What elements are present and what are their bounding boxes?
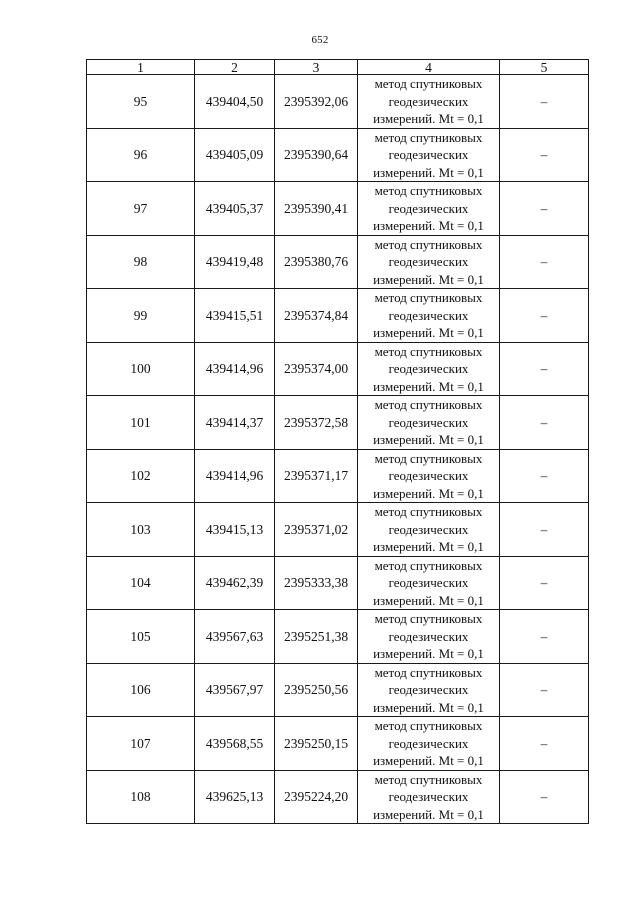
table-row	[87, 717, 589, 771]
method-text-line: измерений. Mt = 0,1	[373, 806, 484, 822]
method-text-line: геодезических	[388, 254, 469, 269]
note-cell: –	[500, 503, 589, 557]
table-row	[87, 235, 589, 289]
note-cell: –	[500, 556, 589, 610]
method-text-line: измерений. Mt = 0,1	[373, 111, 484, 126]
method-cell	[358, 289, 500, 343]
x-coordinate-cell: 439404,50	[195, 75, 275, 129]
point-number-cell: 97	[87, 182, 195, 236]
y-coordinate-cell: 2395390,41	[275, 182, 358, 236]
x-coordinate-cell: 439414,96	[195, 342, 275, 396]
table-row	[87, 342, 589, 396]
method-text-line: метод спутниковых	[374, 557, 483, 573]
method-text-line: измерений. Mt = 0,1	[373, 539, 484, 554]
method-cell	[358, 235, 500, 289]
method-cell	[358, 610, 500, 664]
method-text-line: метод спутниковых	[374, 450, 483, 466]
method-cell	[358, 503, 500, 557]
x-coordinate-cell: 439462,39	[195, 556, 275, 610]
point-number-cell: 106	[87, 663, 195, 717]
x-coordinate-cell: 439405,09	[195, 128, 275, 182]
note-cell: –	[500, 717, 589, 771]
table-body	[87, 75, 589, 824]
method-text-line: геодезических	[388, 521, 469, 537]
x-coordinate-cell: 439625,13	[195, 770, 275, 824]
page-number: 652	[311, 34, 329, 46]
point-number-cell: 108	[87, 770, 195, 824]
x-coordinate-cell: 439568,55	[195, 717, 275, 771]
method-text-line: геодезических	[388, 575, 469, 590]
table-row	[87, 75, 589, 129]
method-text-line: геодезических	[388, 682, 469, 697]
method-cell	[358, 556, 500, 610]
point-number-cell: 104	[87, 556, 195, 610]
note-cell: –	[500, 396, 589, 450]
method-text-line: метод спутниковых	[374, 664, 483, 680]
method-cell	[358, 396, 500, 450]
table-row	[87, 770, 589, 824]
method-text-line: метод спутниковых	[374, 290, 483, 305]
method-cell	[358, 717, 500, 771]
x-coordinate-cell: 439415,13	[195, 503, 275, 557]
method-text-line: геодезических	[388, 93, 469, 109]
x-coordinate-cell: 439405,37	[195, 182, 275, 236]
method-cell	[358, 449, 500, 503]
method-text-line: геодезических	[388, 414, 469, 430]
table-row	[87, 182, 589, 236]
method-text-line: измерений. Mt = 0,1	[373, 485, 484, 501]
coordinates-table	[86, 59, 589, 824]
point-number-cell: 95	[87, 75, 195, 129]
method-text-line: метод спутниковых	[374, 183, 483, 198]
point-number-cell: 102	[87, 449, 195, 503]
column-header-5: 5	[500, 60, 589, 75]
point-number-cell: 103	[87, 503, 195, 557]
method-cell	[358, 182, 500, 236]
point-number-cell: 96	[87, 128, 195, 182]
method-text-line: геодезических	[388, 468, 469, 483]
method-cell	[358, 663, 500, 717]
method-text-line: метод спутниковых	[374, 397, 483, 412]
method-text-line: геодезических	[388, 735, 469, 751]
method-cell	[358, 128, 500, 182]
y-coordinate-cell: 2395374,00	[275, 342, 358, 396]
point-number-cell: 105	[87, 610, 195, 664]
method-text-line: измерений. Mt = 0,1	[373, 646, 484, 661]
point-number-cell: 101	[87, 396, 195, 450]
y-coordinate-cell: 2395380,76	[275, 235, 358, 289]
method-text-line: метод спутниковых	[374, 129, 483, 145]
method-text-line: измерений. Mt = 0,1	[373, 325, 484, 340]
table-row	[87, 396, 589, 450]
note-cell: –	[500, 235, 589, 289]
x-coordinate-cell: 439419,48	[195, 235, 275, 289]
table-row	[87, 289, 589, 343]
note-cell: –	[500, 75, 589, 129]
y-coordinate-cell: 2395251,38	[275, 610, 358, 664]
note-cell: –	[500, 770, 589, 824]
note-cell: –	[500, 663, 589, 717]
y-coordinate-cell: 2395371,17	[275, 449, 358, 503]
method-text-line: метод спутниковых	[374, 76, 483, 91]
method-text-line: метод спутниковых	[374, 771, 483, 787]
x-coordinate-cell: 439567,97	[195, 663, 275, 717]
point-number-cell: 99	[87, 289, 195, 343]
method-text-line: метод спутниковых	[374, 718, 483, 733]
column-header-1: 1	[87, 60, 195, 75]
method-text-line: метод спутниковых	[374, 236, 483, 252]
y-coordinate-cell: 2395390,64	[275, 128, 358, 182]
y-coordinate-cell: 2395224,20	[275, 770, 358, 824]
method-cell	[358, 770, 500, 824]
note-cell: –	[500, 610, 589, 664]
method-cell	[358, 75, 500, 129]
method-text-line: метод спутниковых	[374, 343, 483, 359]
point-number-cell: 107	[87, 717, 195, 771]
y-coordinate-cell: 2395333,38	[275, 556, 358, 610]
method-text-line: измерений. Mt = 0,1	[373, 753, 484, 768]
method-text-line: измерений. Mt = 0,1	[373, 378, 484, 394]
note-cell: –	[500, 342, 589, 396]
table-header-row	[87, 60, 589, 75]
method-text-line: геодезических	[388, 307, 469, 323]
method-text-line: измерений. Mt = 0,1	[373, 592, 484, 608]
method-text-line: геодезических	[388, 628, 469, 644]
y-coordinate-cell: 2395374,84	[275, 289, 358, 343]
y-coordinate-cell: 2395372,58	[275, 396, 358, 450]
column-header-2: 2	[195, 60, 275, 75]
note-cell: –	[500, 182, 589, 236]
table-row	[87, 610, 589, 664]
note-cell: –	[500, 449, 589, 503]
method-text-line: метод спутниковых	[374, 504, 483, 519]
method-text-line: геодезических	[388, 789, 469, 804]
method-text-line: измерений. Mt = 0,1	[373, 164, 484, 180]
method-text-line: метод спутниковых	[374, 611, 483, 626]
x-coordinate-cell: 439567,63	[195, 610, 275, 664]
table-row	[87, 449, 589, 503]
column-header-4: 4	[358, 60, 500, 75]
method-text-line: измерений. Mt = 0,1	[373, 218, 484, 233]
method-text-line: геодезических	[388, 147, 469, 162]
method-text-line: измерений. Mt = 0,1	[373, 432, 484, 447]
x-coordinate-cell: 439415,51	[195, 289, 275, 343]
table-row	[87, 556, 589, 610]
method-text-line: геодезических	[388, 361, 469, 376]
table-row	[87, 503, 589, 557]
x-coordinate-cell: 439414,96	[195, 449, 275, 503]
y-coordinate-cell: 2395371,02	[275, 503, 358, 557]
note-cell: –	[500, 289, 589, 343]
method-cell	[358, 342, 500, 396]
y-coordinate-cell: 2395250,15	[275, 717, 358, 771]
y-coordinate-cell: 2395392,06	[275, 75, 358, 129]
method-text-line: измерений. Mt = 0,1	[373, 699, 484, 715]
note-cell: –	[500, 128, 589, 182]
x-coordinate-cell: 439414,37	[195, 396, 275, 450]
point-number-cell: 98	[87, 235, 195, 289]
table-row	[87, 128, 589, 182]
column-header-3: 3	[275, 60, 358, 75]
y-coordinate-cell: 2395250,56	[275, 663, 358, 717]
point-number-cell: 100	[87, 342, 195, 396]
method-text-line: измерений. Mt = 0,1	[373, 271, 484, 287]
method-text-line: геодезических	[388, 200, 469, 216]
table-row	[87, 663, 589, 717]
